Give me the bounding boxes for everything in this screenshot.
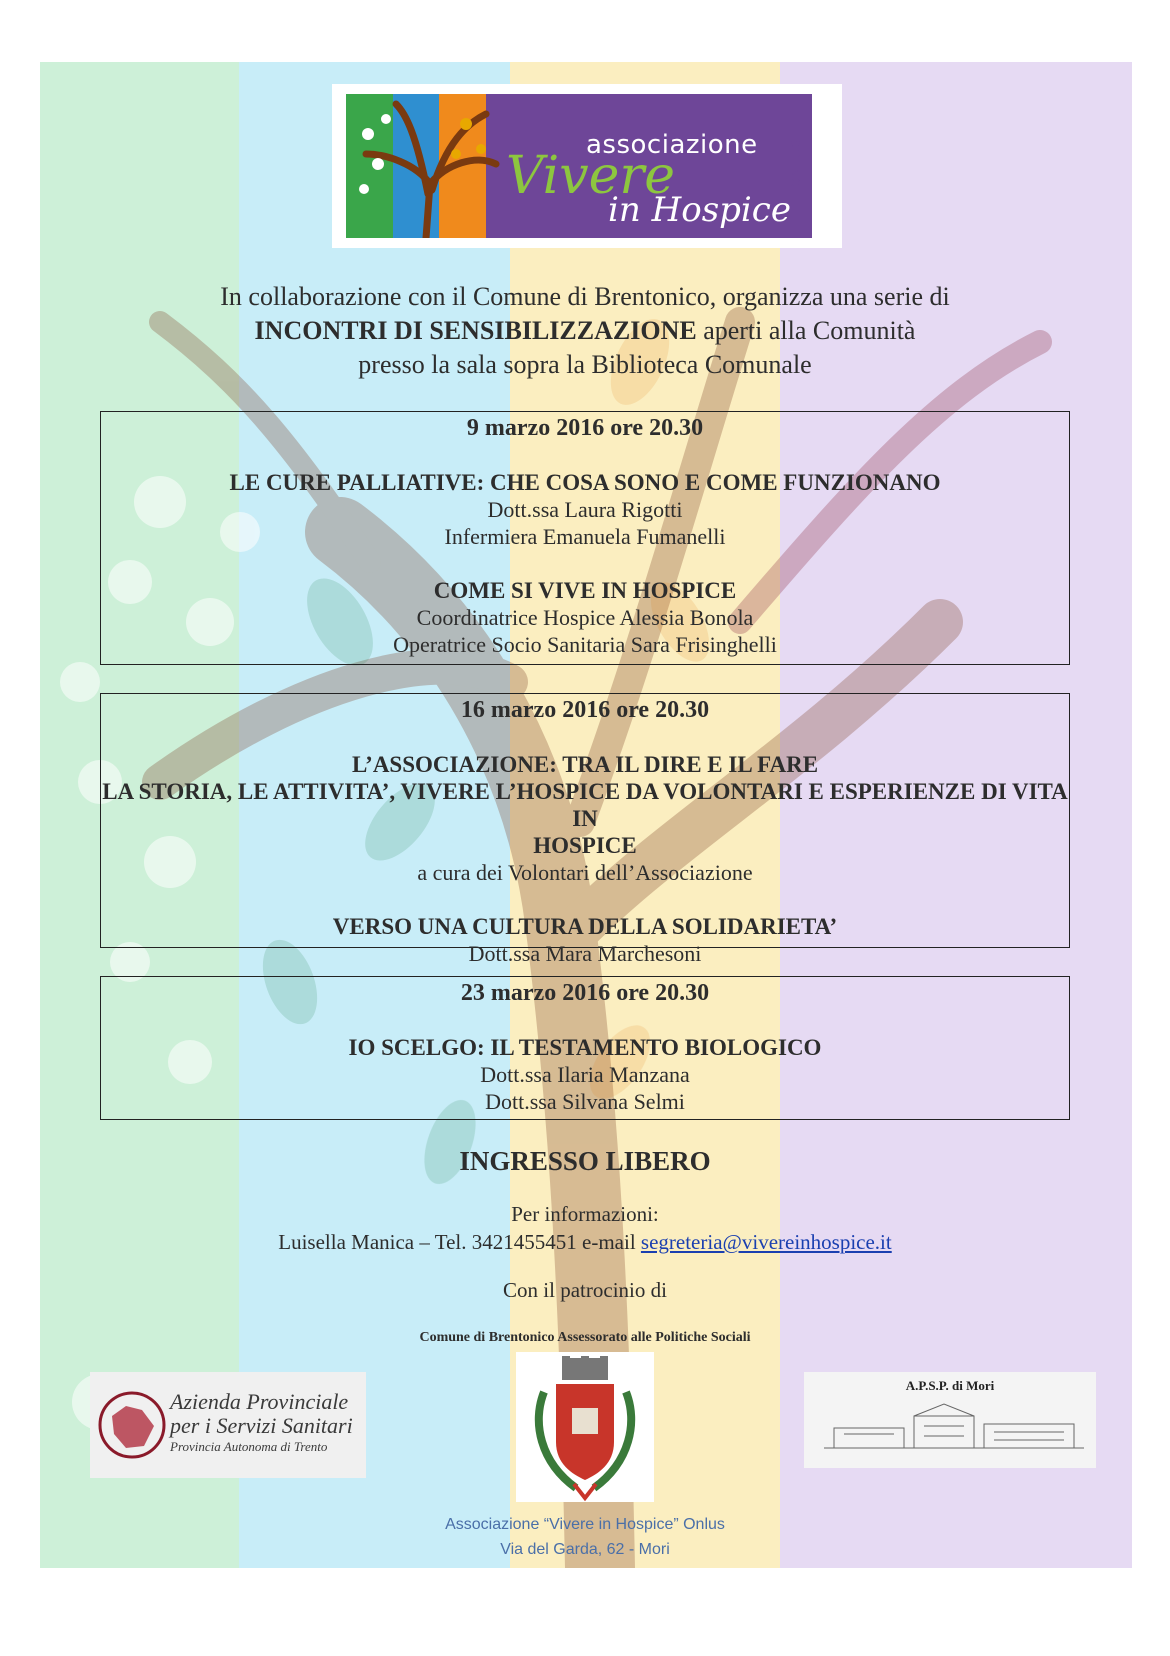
intro-text (100, 280, 1070, 382)
event-title: VERSO UNA CULTURA DELLA SOLIDARIETA’ (332, 914, 838, 939)
brentonico-crest (516, 1352, 654, 1502)
event-speaker: Dott.ssa Ilaria Manzana (480, 1062, 690, 1087)
apsp-title: A.P.S.P. di Mori (905, 1378, 995, 1393)
contact-info (100, 1200, 1070, 1256)
event-box-2 (100, 693, 1070, 966)
association-logo (332, 84, 842, 248)
info-contact-line (100, 1228, 1070, 1256)
event-title: COME SI VIVE IN HOSPICE (433, 578, 737, 603)
apss-emblem-icon (96, 1386, 168, 1464)
event-date: 16 marzo 2016 ore 20.30 (460, 697, 710, 723)
intro-line-3: presso la sala sopra la Biblioteca Comunale (358, 350, 812, 379)
event-speaker: Dott.ssa Silvana Selmi (485, 1089, 685, 1114)
event-speaker: a cura dei Volontari dell’Associazione (417, 860, 753, 885)
apss-logo (90, 1372, 366, 1478)
free-entry-notice: INGRESSO LIBERO (459, 1146, 711, 1176)
footer-line-2: Via del Garda, 62 - Mori (500, 1541, 670, 1558)
event-date: 23 marzo 2016 ore 20.30 (460, 980, 710, 1006)
intro-highlight: INCONTRI DI SENSIBILIZZAZIONE (254, 316, 697, 345)
apsp-logo (804, 1372, 1096, 1468)
intro-line-1: In collaborazione con il Comune di Brentonico, organizza una serie di (220, 282, 950, 311)
event-speaker: Operatrice Socio Sanitaria Sara Frisinghelli (393, 632, 777, 657)
event-title: L’ASSOCIAZIONE: TRA IL DIRE E IL FARE (351, 752, 819, 777)
apss-line-2: per i Servizi Sanitari (170, 1413, 353, 1438)
info-contact: Luisella Manica – Tel. 3421455451 e-mail (278, 1230, 641, 1254)
event-title: IO SCELGO: IL TESTAMENTO BIOLOGICO (348, 1035, 822, 1060)
logo-text-associazione: associazione (586, 130, 758, 160)
event-title: LE CURE PALLIATIVE: CHE COSA SONO E COME FUNZIONANO (229, 470, 941, 495)
event-title: LA STORIA, LE ATTIVITA’, VIVERE L’HOSPICE DA VOLONTARI E ESPERIENZE DI VITA IN (102, 779, 1068, 831)
event-date: 9 marzo 2016 ore 20.30 (466, 415, 704, 441)
apss-text (170, 1390, 353, 1456)
apss-line-3: Provincia Autonoma di Trento (170, 1439, 328, 1454)
email-link[interactable]: segreteria@vivereinhospice.it (640, 1230, 892, 1254)
crest-icon (516, 1352, 654, 1502)
intro-line-2 (100, 314, 1070, 348)
event-speaker: Dott.ssa Laura Rigotti (487, 497, 683, 522)
event-speaker: Infermiera Emanuela Fumanelli (444, 524, 726, 549)
event-speaker: Coordinatrice Hospice Alessia Bonola (416, 605, 754, 630)
patronage-comune: Comune di Brentonico Assessorato alle Politiche Sociali (419, 1330, 751, 1345)
logo-text-onlus: ONLUS (788, 138, 804, 188)
event-speaker: Dott.ssa Mara Marchesoni (468, 941, 702, 966)
patronage-heading: Con il patrocinio di (503, 1278, 667, 1302)
logo-text-vivere: Vivere (506, 146, 676, 206)
event-box-3 (100, 976, 1070, 1120)
intro-line-2-rest: aperti alla Comunità (696, 316, 916, 345)
footer-address (100, 1512, 1070, 1562)
logo-text-in-hospice: in Hospice (608, 190, 791, 230)
event-title: HOSPICE (533, 833, 637, 858)
info-heading: Per informazioni: (511, 1202, 659, 1226)
logo-tree-icon (346, 94, 506, 238)
apss-line-1: Azienda Provinciale (170, 1389, 349, 1414)
footer-line-1: Associazione “Vivere in Hospice” Onlus (445, 1516, 725, 1533)
building-sketch-icon (824, 1398, 1084, 1462)
event-box-1 (100, 411, 1070, 665)
